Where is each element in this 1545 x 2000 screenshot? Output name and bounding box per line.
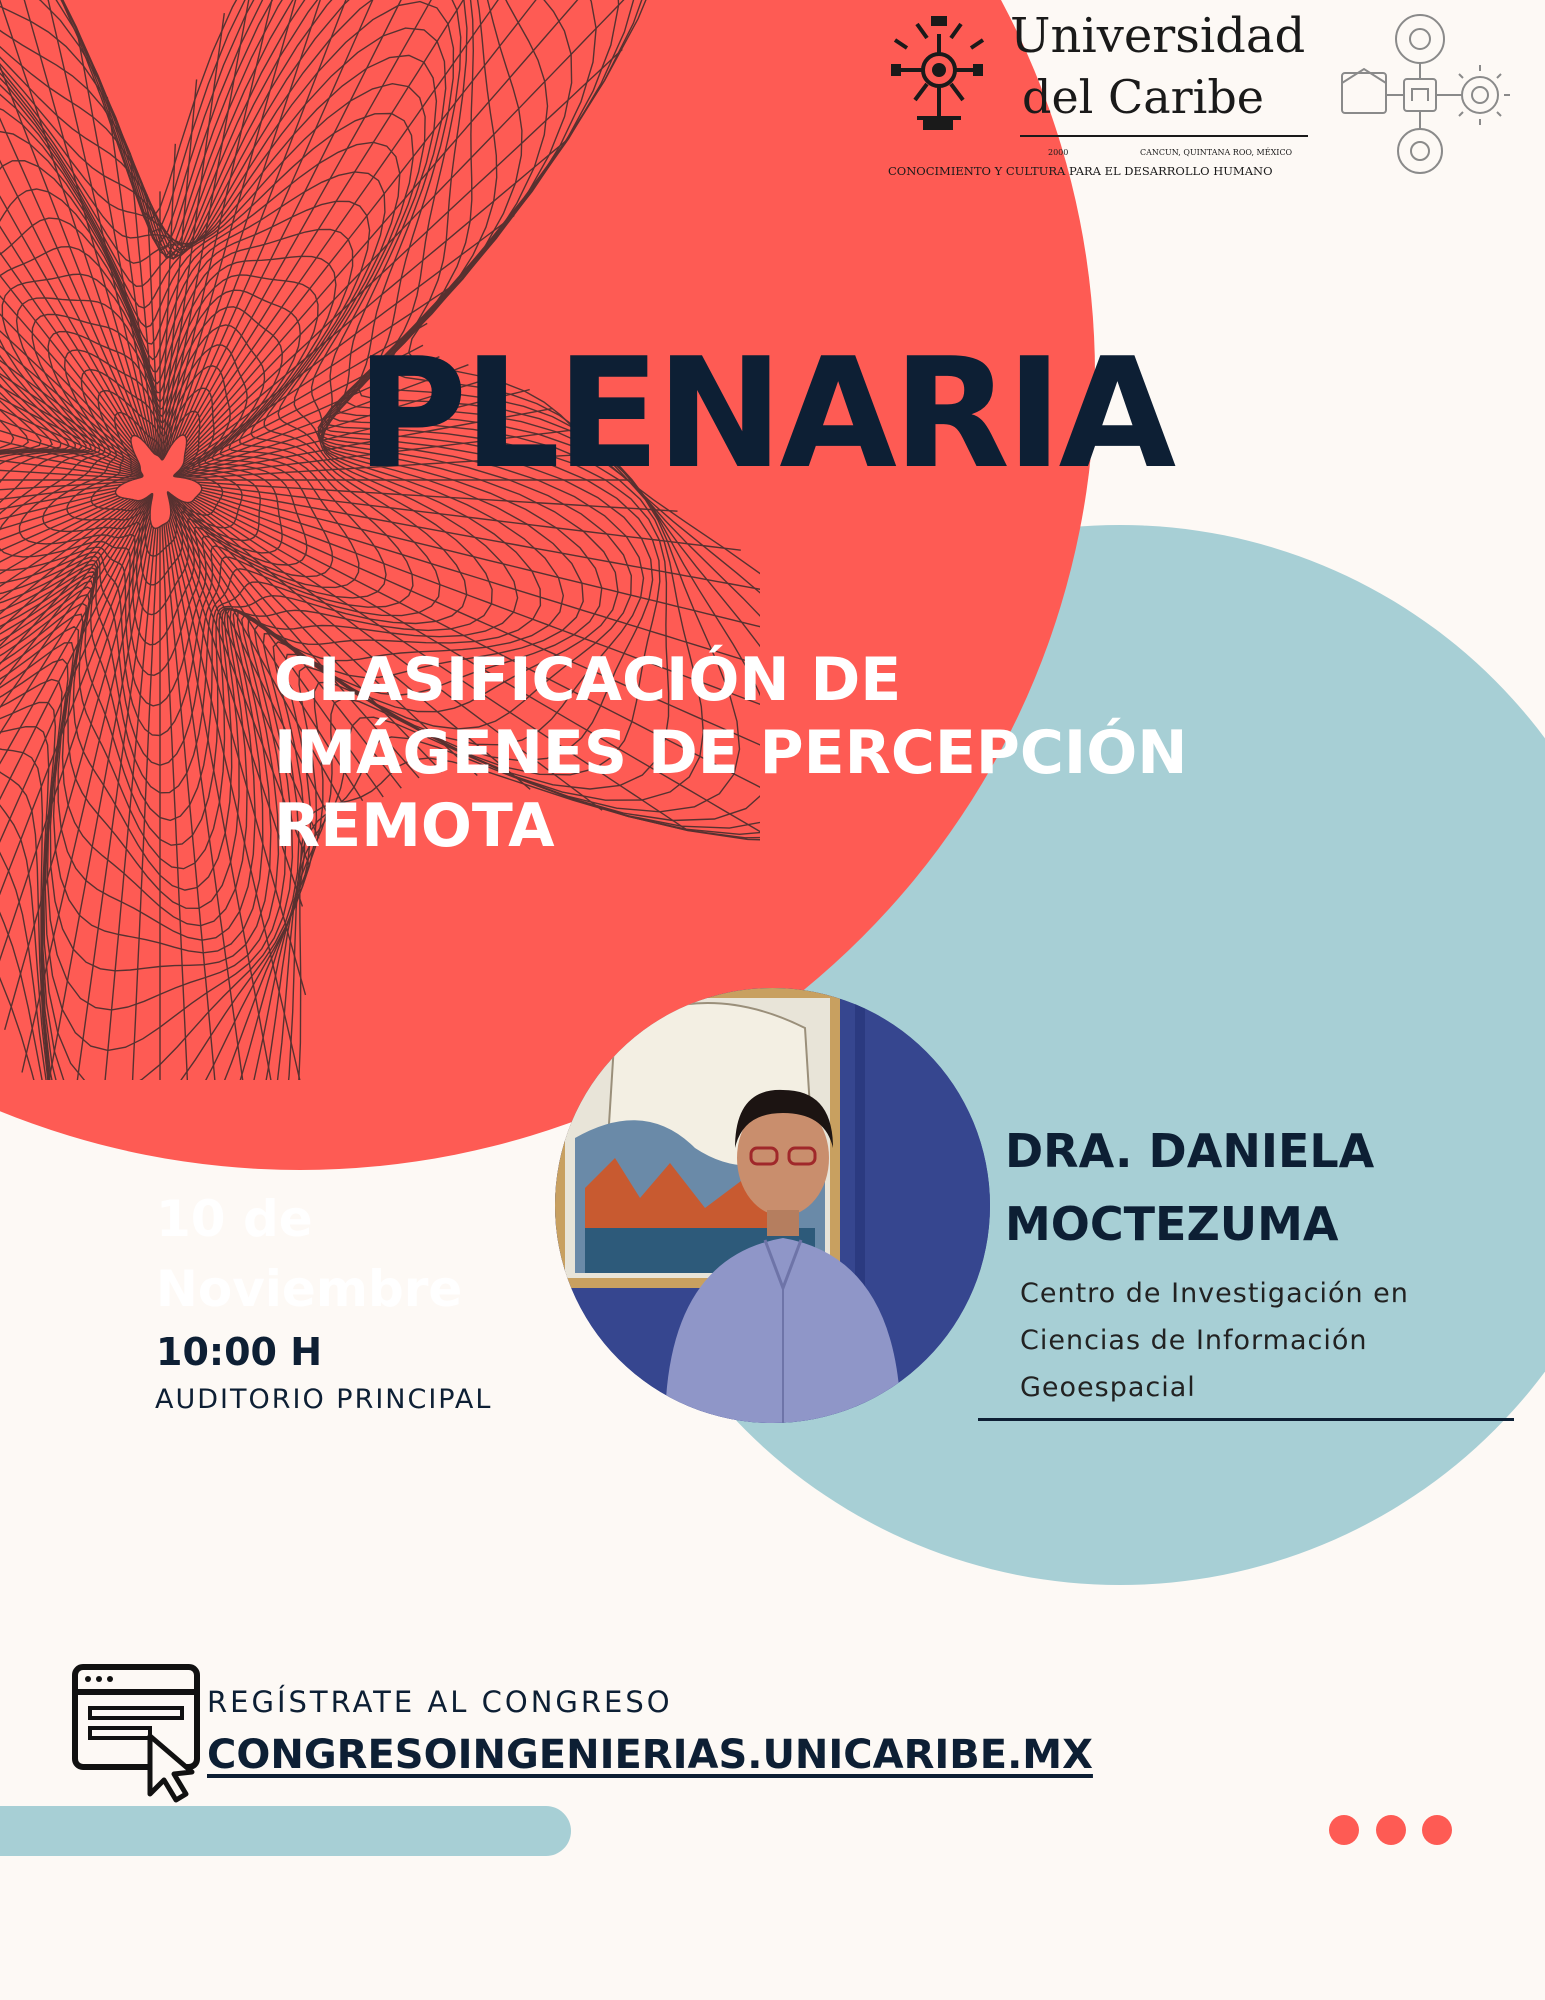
affiliation-divider — [978, 1418, 1514, 1421]
event-date-month: Noviembre — [156, 1260, 463, 1318]
event-date-day: 10 de — [156, 1190, 313, 1248]
university-location: CANCUN, QUINTANA ROO, MÉXICO — [1140, 148, 1293, 157]
decorative-dot — [1329, 1815, 1359, 1845]
affiliation-line: Centro de Investigación en — [1020, 1278, 1409, 1309]
university-name-line1: Universidad — [1010, 8, 1306, 64]
speaker-name-line: DRA. DANIELA — [1005, 1124, 1375, 1178]
speaker-name — [1005, 1115, 1374, 1261]
university-name-line2: del Caribe — [1022, 70, 1264, 124]
university-seal-icon — [887, 8, 987, 138]
speaker-affiliation — [1020, 1270, 1409, 1411]
decorative-dot — [1422, 1815, 1452, 1845]
browser-click-icon — [72, 1664, 202, 1804]
event-type-heading: PLENARIA — [356, 325, 1173, 502]
affiliation-line: Ciencias de Información — [1020, 1325, 1368, 1356]
event-venue: AUDITORIO PRINCIPAL — [155, 1384, 493, 1415]
registration-label: REGÍSTRATE AL CONGRESO — [207, 1685, 673, 1719]
university-motto: CONOCIMIENTO Y CULTURA PARA EL DESARROLLO HUMANO — [888, 164, 1273, 178]
affiliation-line: Geoespacial — [1020, 1372, 1196, 1403]
wireframe-mesh-graphic — [0, 0, 760, 1080]
event-time: 10:00 H — [156, 1330, 322, 1374]
talk-title-line: CLASIFICACIÓN DE — [274, 645, 902, 715]
speaker-photo — [555, 988, 990, 1423]
founded-year: 2000 — [1048, 148, 1069, 157]
engineering-gears-logo-icon — [1330, 5, 1510, 183]
talk-title — [274, 644, 1374, 863]
talk-title-line: IMÁGENES DE PERCEPCIÓN — [274, 718, 1188, 788]
talk-title-line: REMOTA — [274, 791, 555, 861]
decorative-dot — [1376, 1815, 1406, 1845]
logo-divider — [1020, 135, 1308, 137]
registration-url-link[interactable]: CONGRESOINGENIERIAS.UNICARIBE.MX — [207, 1732, 1093, 1778]
speaker-name-line: MOCTEZUMA — [1005, 1197, 1339, 1251]
decorative-pill-bar — [0, 1806, 571, 1856]
